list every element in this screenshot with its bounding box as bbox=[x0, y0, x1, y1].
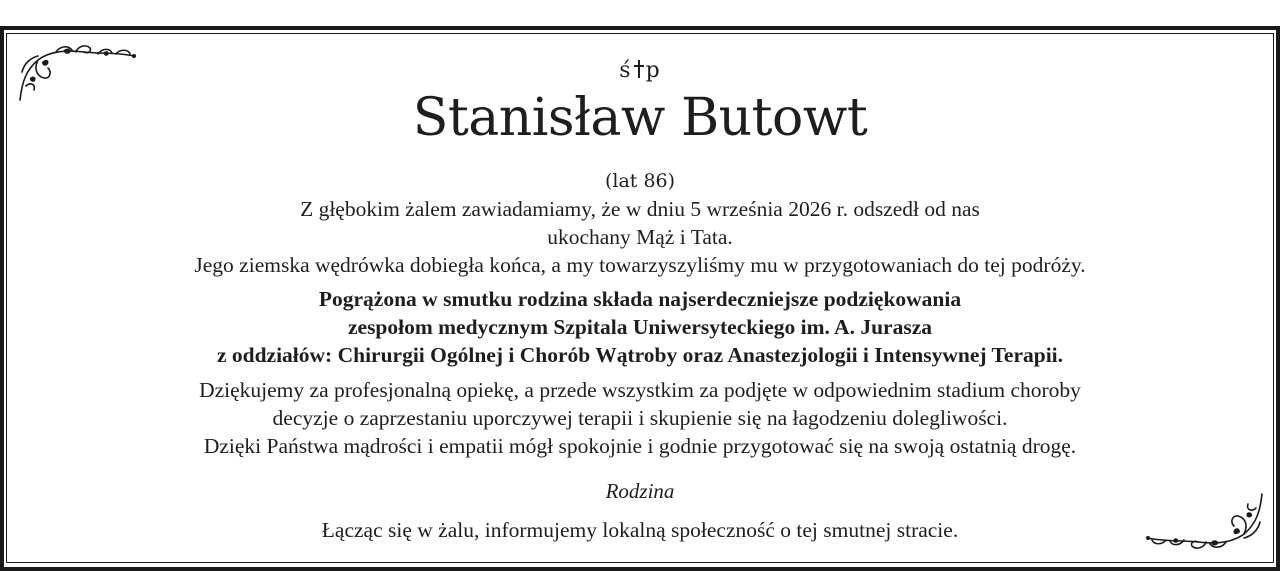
stp-p: p bbox=[645, 58, 661, 83]
thanks-bold-line-2: zespołom medycznym Szpitala Uniwersyteckiego im. A. Jurasza bbox=[347, 315, 932, 339]
deceased-name: Stanisław Butowt bbox=[412, 88, 868, 148]
closing-line: Łącząc się w żalu, informujemy lokalną społeczność o tej smutnej stracie. bbox=[321, 518, 959, 542]
stp-heading bbox=[0, 58, 1280, 83]
stp-s: ś bbox=[619, 58, 632, 83]
thanks-bold-line-3: z oddziałów: Chirurgii Ogólnej i Chorób Wątroby oraz Anastezjologii i Intensywnej Terapii. bbox=[216, 343, 1064, 367]
deceased-age: (lat 86) bbox=[604, 170, 676, 192]
thanks-bold-line-1: Pogrążona w smutku rodzina składa najserdeczniejsze podziękowania bbox=[318, 287, 962, 311]
thanks-line-2: decyzje o zaprzestaniu uporczywej terapii i skupienie się na łagodzeniu dolegliwości. bbox=[272, 406, 1008, 430]
signature: Rodzina bbox=[605, 479, 675, 503]
cross-icon bbox=[633, 59, 645, 79]
intro-line-3: Jego ziemska wędrówka dobiegła końca, a my towarzyszyliśmy mu w przygotowaniach do tej podróży. bbox=[194, 253, 1086, 277]
thanks-line-3: Dzięki Państwa mądrości i empatii mógł spokojnie i godnie przygotować się na swoją ostatnią drogę. bbox=[203, 434, 1077, 458]
intro-line-2: ukochany Mąż i Tata. bbox=[547, 225, 733, 249]
thanks-line-1: Dziękujemy za profesjonalną opiekę, a przede wszystkim za podjęte w odpowiednim stadium choroby bbox=[199, 378, 1081, 402]
intro-line-1: Z głębokim żalem zawiadamiamy, że w dniu 5 września 2026 r. odszedł od nas bbox=[300, 197, 980, 221]
